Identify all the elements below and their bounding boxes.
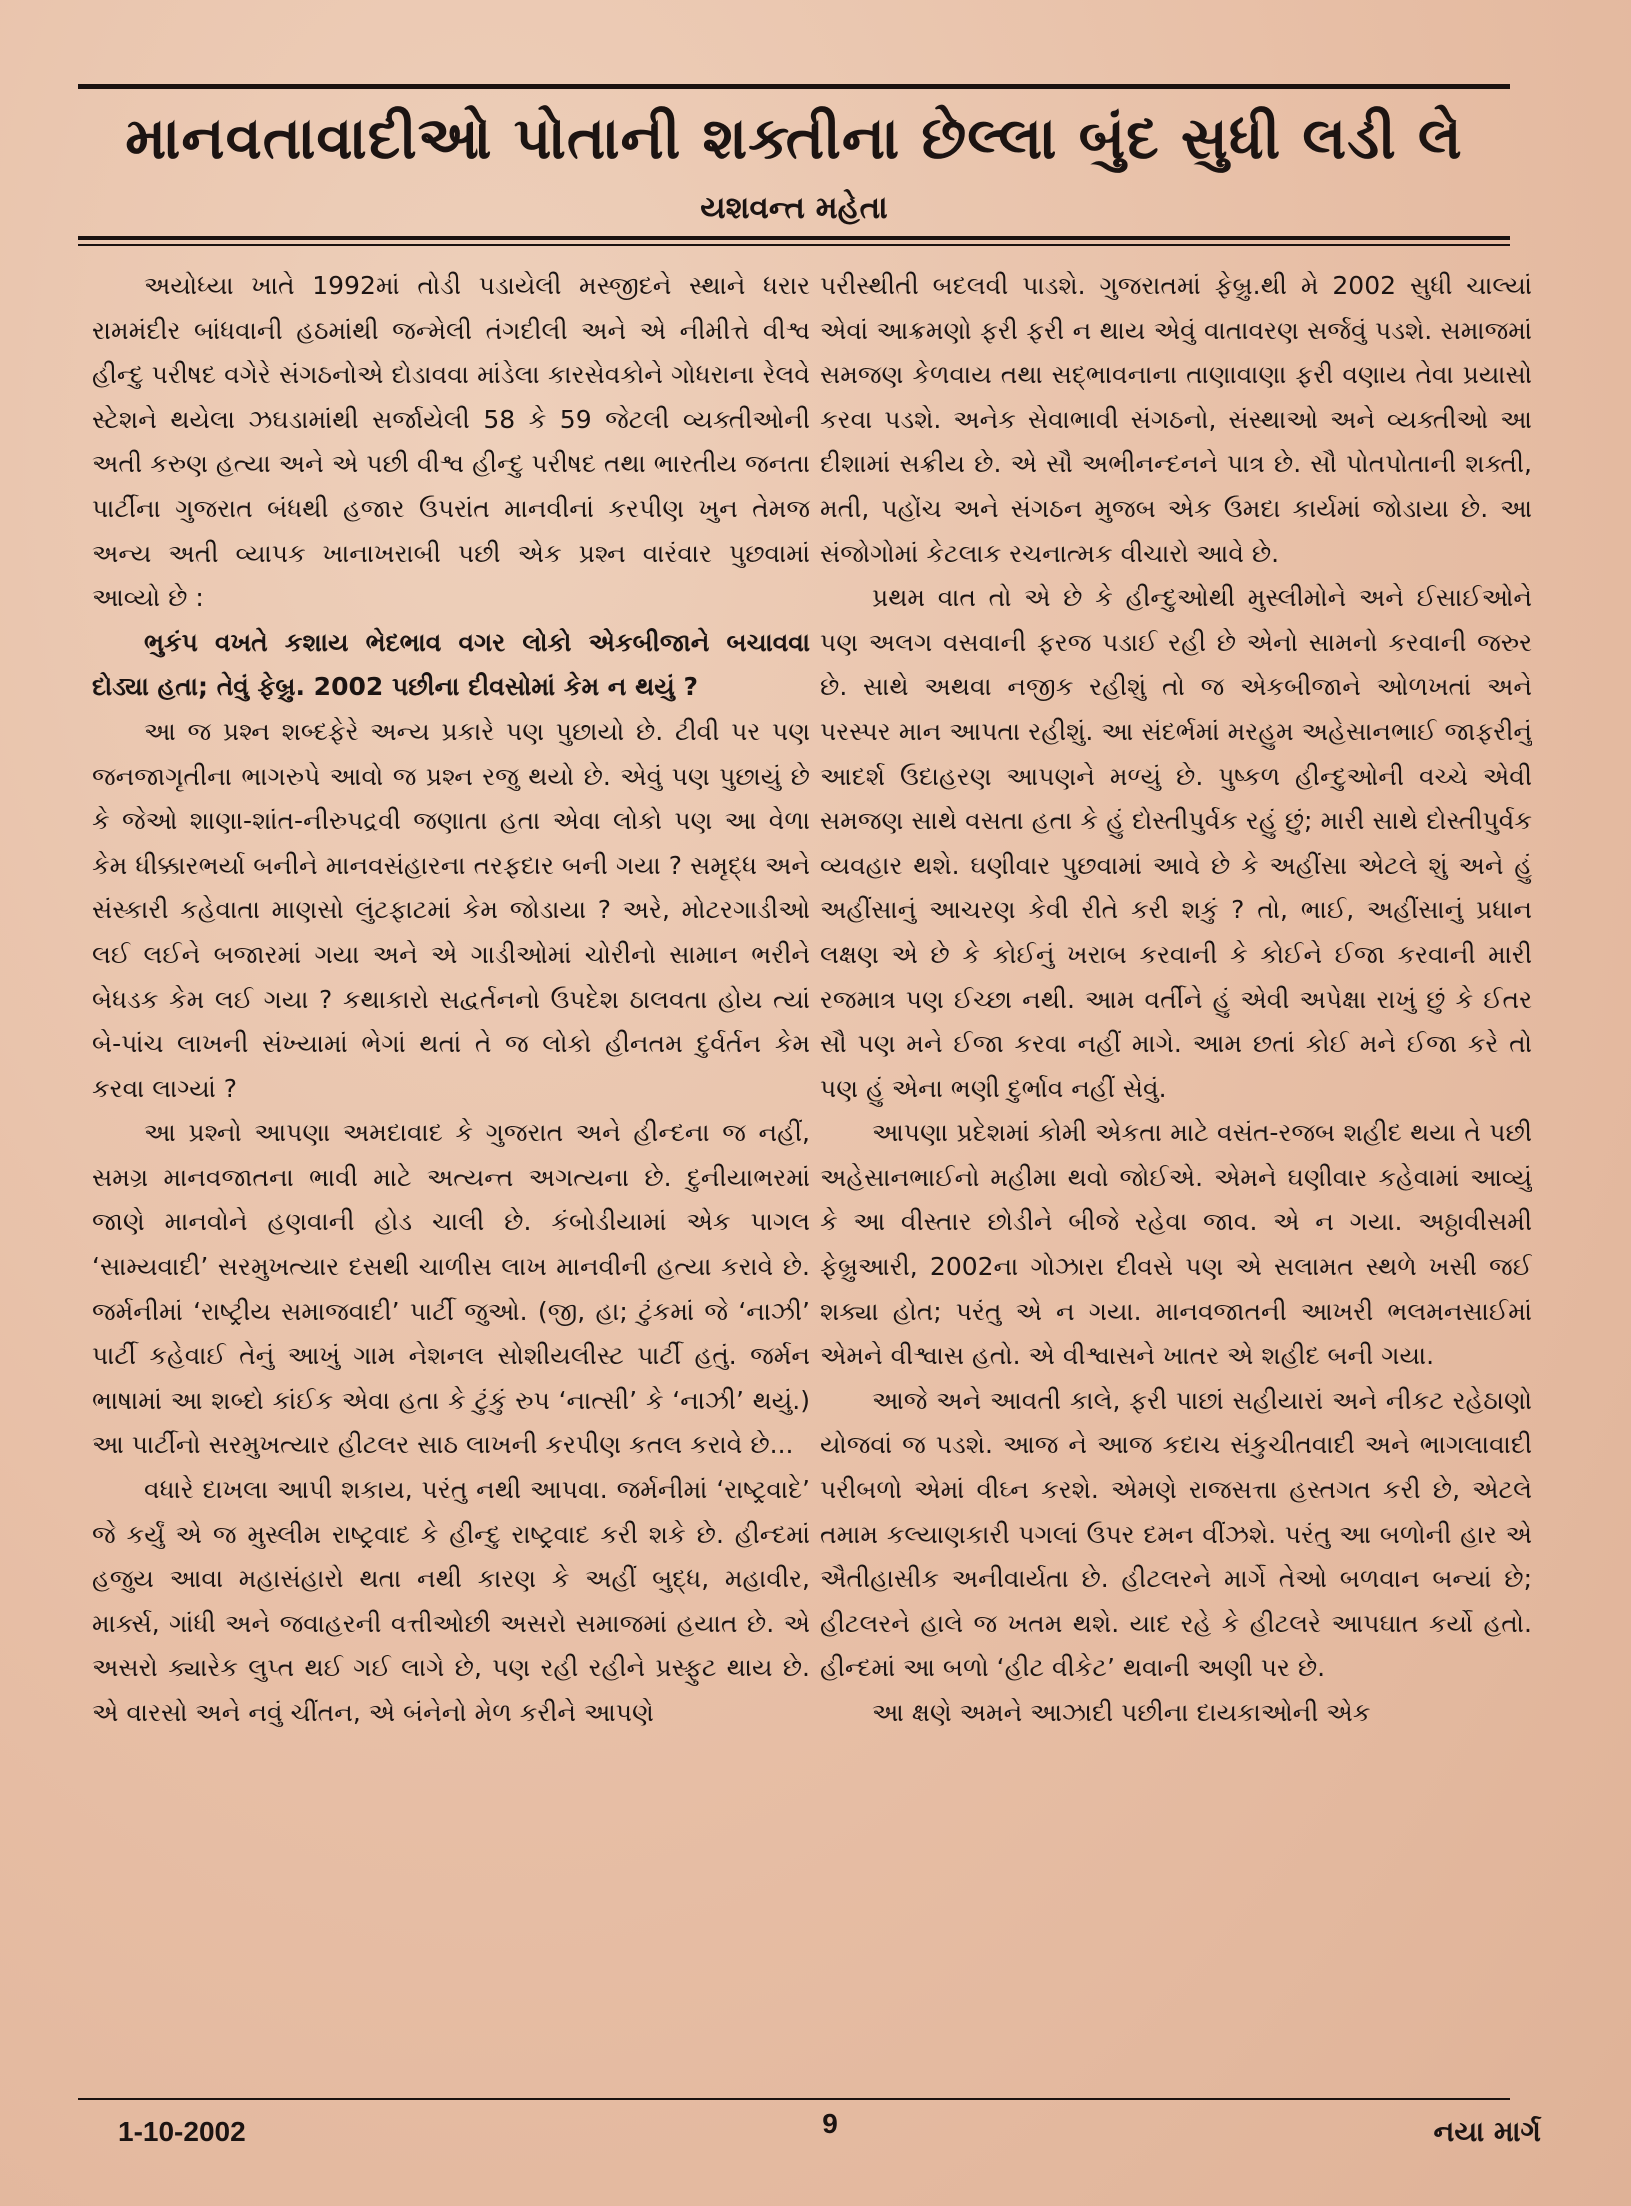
paragraph: આ જ પ્રશ્ન શબ્દફેરે અન્ય પ્રકારે પણ પુછાયો છે. ટીવી પર પણ જનજાગૃતીના ભાગરુપે આવો જ પ્રશ્ન રજુ થયો છે. એવું પણ પુછાયું છે કે જેઓ શાણા-શાંત-નીરુપદ્રવી જણાતા હતા એવા લોકો પણ આ વેળા કેમ ધીક્કારભર્યા બનીને માનવસંહારના તરફદાર બની ગયા ? સમૃદ્ધ અને સંસ્કારી કહેવાતા માણસો લુંટફાટમાં કેમ જોડાયા ? અરે, મોટરગાડીઓ લઈ લઈને બજારમાં ગયા અને એ ગાડીઓમાં ચોરીનો સામાન ભરીને બેધડક કેમ લઈ ગયા ? કથાકારો સદ્વર્તનનો ઉપદેશ ઠાલવતા હોય ત્યાં બે-પાંચ લાખની સંખ્યામાં ભેગાં થતાં તે જ લોકો હીનતમ દુર્વર્તન કેમ કરવા લાગ્યાં ? xyxy=(92,716,810,1103)
article-title: માનવતાવાદીઓ પોતાની શક્તીના છેલ્લા બુંદ સુધી લડી લે xyxy=(125,104,1463,172)
paragraph: આજે અને આવતી કાલે, ફરી પાછાં સહીયારાં અને નીકટ રહેઠાણો યોજવાં જ પડશે. આજ ને આજ કદાચ સંકુચીતવાદી અને ભાગલાવાદી પરીબળો એમાં વીઘ્ન કરશે. એમણે રાજસત્તા હસ્તગત કરી છે, એટલે તમામ કલ્યાણકારી પગલાં ઉપર દમન વીંઝશે. પરંતુ આ બળોની હાર એ ઐતીહાસીક અનીવાર્યતા છે. હીટલરને માર્ગે તેઓ બળવાન બન્યાં છે; હીટલરને હાલે જ ખતમ થશે. યાદ રહે કે હીટલરે આપઘાત કર્યો હતો. હીન્દમાં આ બળો ‘હીટ વીકેટ’ થવાની અણી પર છે. xyxy=(820,1385,1532,1683)
issue-date: 1-10-2002 xyxy=(118,2116,246,2147)
footer-rule xyxy=(78,2098,1510,2100)
publication-name: નયા માર્ગ xyxy=(1433,2115,1541,2148)
paragraph: વધારે દાખલા આપી શકાય, પરંતુ નથી આપવા. જર્મનીમાં ‘રાષ્ટ્રવાદે’ જે કર્યું એ જ મુસ્લીમ રાષ્ટ્રવાદ કે હીન્દુ રાષ્ટ્રવાદ કરી શકે છે. હીન્દમાં હજુય આવા મહાસંહારો થતા નથી કારણ કે અહીં બુદ્ધ, મહાવીર, માર્ક્સ, ગાંધી અને જવાહરની વત્તીઓછી અસરો સમાજમાં હયાત છે. એ અસરો ક્યારેક લુપ્ત થઈ ગઈ લાગે છે, પણ રહી રહીને પ્રસ્ફુટ થાય છે. એ વારસો અને નવું ચીંતન, એ બંનેનો મેળ કરીને આપણે xyxy=(92,1475,810,1727)
header-rule-thin xyxy=(78,244,1510,246)
paragraph: આપણા પ્રદેશમાં કોમી એકતા માટે વસંત-રજબ શહીદ થયા તે પછી અહેસાનભાઈનો મહીમા થવો જોઈએ. એમને ઘણીવાર કહેવામાં આવ્યું કે આ વીસ્તાર છોડીને બીજે રહેવા જાવ. એ ન ગયા. અઠ્ઠાવીસમી ફેબ્રુઆરી, 2002ના ગોઝારા દીવસે પણ એ સલામત સ્થળે ખસી જઈ શક્યા હોત; પરંતુ એ ન ગયા. માનવજાતની આખરી ભલમનસાઈમાં એમને વીશ્વાસ હતો. એ વીશ્વાસને ખાતર એ શહીદ બની ગયા. xyxy=(820,1118,1532,1371)
paragraph: આ ક્ષણે અમને આઝાદી પછીના દાયકાઓની એક xyxy=(872,1698,1371,1727)
page-number: 9 xyxy=(822,2108,838,2139)
header-rule-thick xyxy=(78,236,1510,240)
paragraph: અયોધ્યા ખાતે 1992માં તોડી પડાયેલી મસ્જીદને સ્થાને ધરાર રામમંદીર બાંધવાની હઠમાંથી જન્મેલી તંગદીલી અને એ નીમીત્તે વીશ્વ હીન્દુ પરીષદ વગેરે સંગઠનોએ દોડાવવા માંડેલા કારસેવકોને ગોધરાના રેલવે સ્ટેશને થયેલા ઝઘડામાંથી સર્જાયેલી 58 કે 59 જેટલી વ્યક્તીઓની અતી કરુણ હત્યા અને એ પછી વીશ્વ હીન્દુ પરીષદ તથા ભારતીય જનતા પાર્ટીના ગુજરાત બંધથી હજાર ઉપરાંત માનવીનાં કરપીણ ખુન તેમજ અન્ય અતી વ્યાપક ખાનાખરાબી પછી એક પ્રશ્ન વારંવાર પુછવામાં આવ્યો છે : xyxy=(92,271,810,613)
highlighted-question: ભુકંપ વખતે કશાય ભેદભાવ વગર લોકો એકબીજાને બચાવવા દોડ્યા હતા; તેવું ફેબ્રુ. 2002 પછીના દીવસોમાં કેમ ન થયું ? xyxy=(92,627,810,702)
top-rule xyxy=(78,84,1510,89)
right-column xyxy=(820,264,1532,2094)
paragraph: પરીસ્થીતી બદલવી પાડશે. ગુજરાતમાં ફેબ્રુ.થી મે 2002 સુધી ચાલ્યાં એવાં આક્રમણો ફરી ફરી ન થાય એવું વાતાવરણ સર્જવું પડશે. સમાજમાં સમજણ કેળવાય તથા સદ્ભાવનાના તાણાવાણા ફરી વણાય તેવા પ્રયાસો કરવા પડશે. અનેક સેવાભાવી સંગઠનો, સંસ્થાઓ અને વ્યક્તીઓ આ દીશામાં સક્રીય છે. એ સૌ અભીનન્દનને પાત્ર છે. સૌ પોતપોતાની શક્તી, મતી, પહોંચ અને સંગઠન મુજબ એક ઉમદા કાર્યમાં જોડાયા છે. આ સંજોગોમાં કેટલાક રચનાત્મક વીચારો આવે છે. xyxy=(820,271,1532,568)
author-byline: યશવન્ત મહેતા xyxy=(700,190,888,226)
left-column xyxy=(92,264,810,2094)
paragraph: પ્રથમ વાત તો એ છે કે હીન્દુઓથી મુસ્લીમોને અને ઈસાઈઓને પણ અલગ વસવાની ફરજ પડાઈ રહી છે એનો સામનો કરવાની જરુર છે. સાથે અથવા નજીક રહીશું તો જ એકબીજાને ઓળખતાં અને પરસ્પર માન આપતા રહીશું. આ સંદર્ભમાં મરહુમ અહેસાનભાઈ જાફરીનું આદર્શ ઉદાહરણ આપણને મળ્યું છે. પુષ્કળ હીન્દુઓની વચ્ચે એવી સમજણ સાથે વસતા હતા કે હું દોસ્તીપુર્વક રહું છું; મારી સાથે દોસ્તીપુર્વક વ્યવહાર થશે. ઘણીવાર પુછવામાં આવે છે કે અહીંસા એટલે શું અને હું અહીંસાનું આચરણ કેવી રીતે કરી શકું ? તો, ભાઈ, અહીંસાનું પ્રધાન લક્ષણ એ છે કે કોઈનું ખરાબ કરવાની કે કોઈને ઈજા કરવાની મારી રજમાત્ર પણ ઈચ્છા નથી. આમ વર્તીને હું એવી અપેક્ષા રાખું છું કે ઈતર સૌ પણ મને ઈજા કરવા નહીં માગે. આમ છતાં કોઈ મને ઈજા કરે તો પણ હું એના ભણી દુર્ભાવ નહીં સેવું. xyxy=(820,583,1532,1103)
paragraph: આ પ્રશ્નો આપણા અમદાવાદ કે ગુજરાત અને હીન્દના જ નહીં, સમગ્ર માનવજાતના ભાવી માટે અત્યન્ત અગત્યના છે. દુનીયાભરમાં જાણે માનવોને હણવાની હોડ ચાલી છે. કંબોડીયામાં એક પાગલ ‘સામ્યવાદી’ સરમુખત્યાર દસથી ચાળીસ લાખ માનવીની હત્યા કરાવે છે. જર્મનીમાં ‘રાષ્ટ્રીય સમાજવાદી’ પાર્ટી જુઓ. (જી, હા; ટુંકમાં જે ‘નાઝી’ પાર્ટી કહેવાઈ તેનું આખું ગામ નેશનલ સોશીયલીસ્ટ પાર્ટી હતું. જર્મન ભાષામાં આ શબ્દો કાંઈક એવા હતા કે ટુંકું રુપ ‘નાત્સી’ કે ‘નાઝી’ થયું.) આ પાર્ટીનો સરમુખત્યાર હીટલર સાઠ લાખની કરપીણ કતલ કરાવે છે... xyxy=(92,1118,810,1460)
